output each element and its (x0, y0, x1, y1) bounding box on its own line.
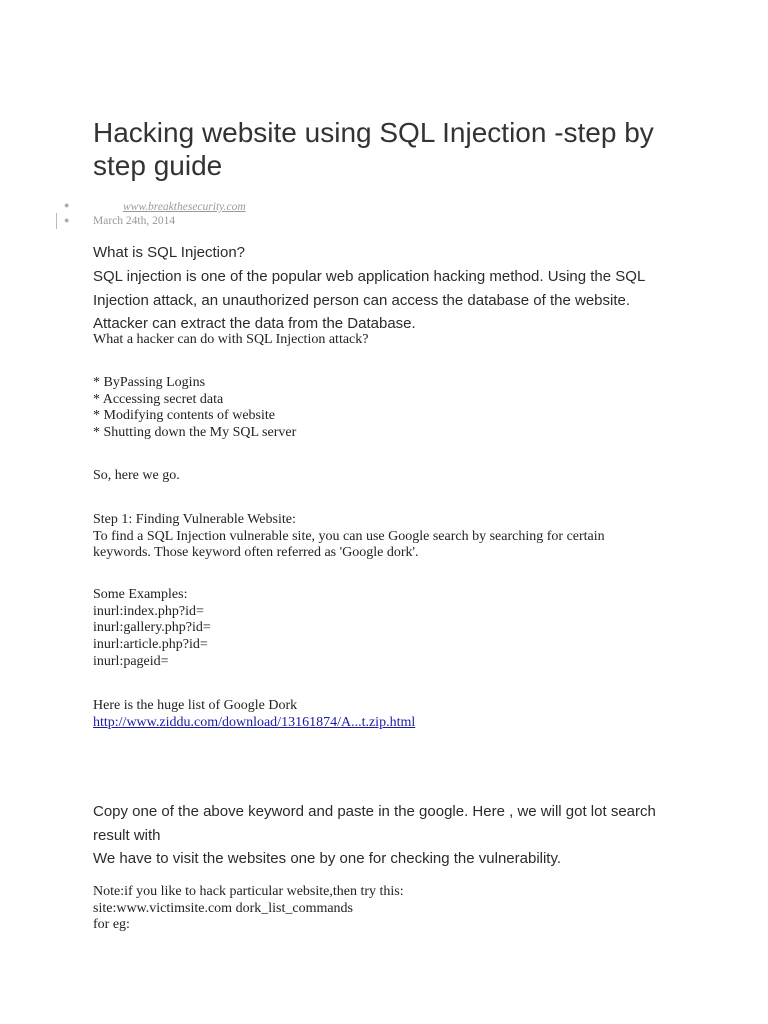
examples-section (93, 587, 211, 671)
example-item: inurl:pageid= (93, 653, 169, 669)
intro-line: SQL injection is one of the popular web application hacking method. Using the SQL (93, 268, 646, 285)
example-item: inurl:article.php?id= (93, 637, 208, 653)
intro-heading: What is SQL Injection? (93, 244, 246, 261)
copy-line: result with (93, 826, 161, 844)
copy-line: Copy one of the above keyword and paste in the google. Here , we will got lot search (93, 803, 656, 820)
list-item: * ByPassing Logins (93, 375, 206, 390)
dork-list-section (93, 698, 415, 731)
margin-change-bar (56, 213, 57, 229)
intro-paragraph (93, 265, 713, 336)
post-date: March 24th, 2014 (93, 215, 176, 227)
intro-go-line: So, here we go. (93, 468, 180, 483)
step1-section (93, 512, 713, 562)
note-line: site:www.victimsite.com dork_list_commands (93, 900, 354, 916)
step1-line: To find a SQL Injection vulnerable site, you can use Google search by searching for certain (93, 528, 605, 544)
note-line: Note:if you like to hack particular website,then try this: (93, 884, 404, 899)
list-item: * Accessing secret data (93, 391, 224, 407)
example-item: inurl:gallery.php?id= (93, 620, 211, 636)
list-item: * Shutting down the My SQL server (93, 425, 297, 441)
note-section (93, 884, 404, 934)
copy-paragraph (93, 800, 713, 871)
capabilities-list (93, 375, 296, 442)
example-item: inurl:index.php?id= (93, 603, 204, 619)
dork-list-link[interactable]: http://www.ziddu.com/download/13161874/A...t.zip.html (93, 714, 416, 730)
list-item: * Modifying contents of website (93, 408, 275, 424)
article-title: Hacking website using SQL Injection -step by step guide (93, 117, 654, 181)
examples-heading: Some Examples: (93, 587, 188, 602)
step1-line: keywords. Those keyword often referred as 'Google dork'. (93, 545, 419, 561)
copy-line: We have to visit the websites one by one for checking the vulnerability. (93, 850, 562, 867)
intro-line: Attacker can extract the data from the Database. (93, 315, 416, 332)
step1-heading: Step 1: Finding Vulnerable Website: (93, 512, 296, 527)
note-line: for eg: (93, 917, 130, 933)
intro-line: Injection attack, an unauthorized person can access the database of the website. (93, 291, 631, 309)
question-line: What a hacker can do with SQL Injection attack? (93, 332, 369, 347)
source-link[interactable]: www.breakthesecurity.com (123, 201, 246, 213)
dork-list-text: Here is the huge list of Google Dork (93, 698, 298, 713)
